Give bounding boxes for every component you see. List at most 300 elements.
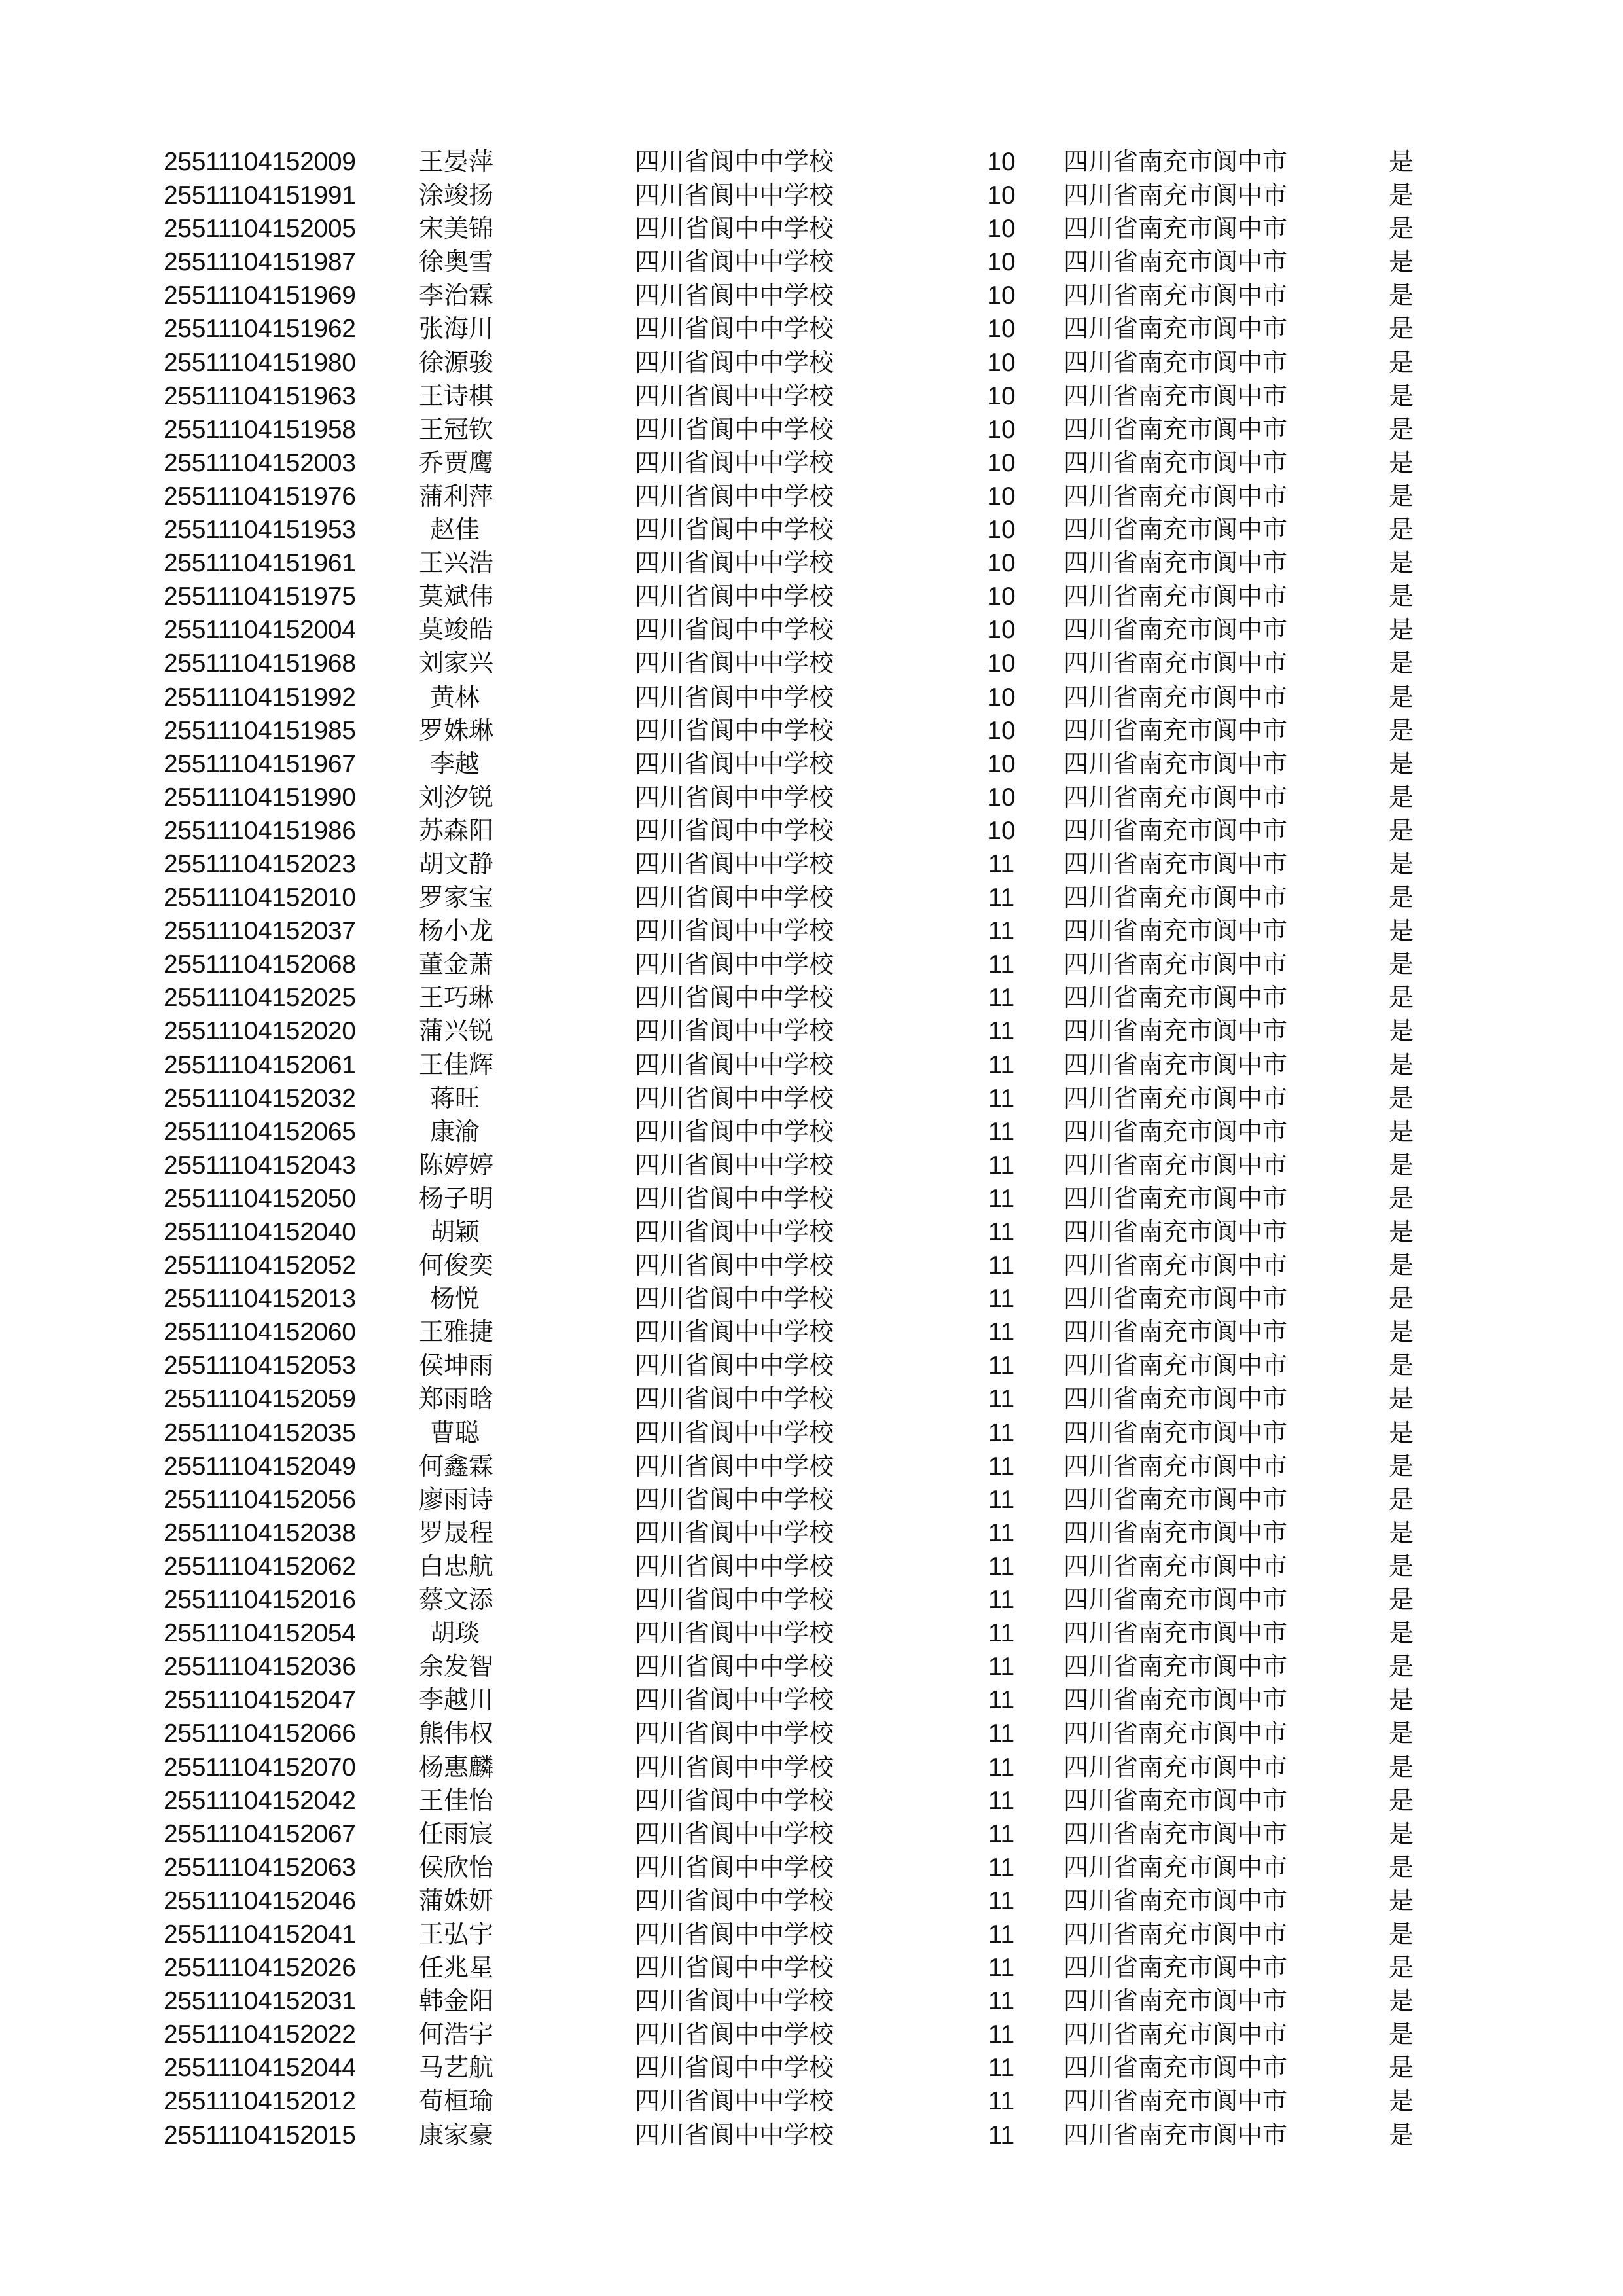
region-cell: 四川省南充市阆中市 — [1063, 314, 1288, 344]
table-row — [0, 1650, 1623, 1683]
status-cell: 是 — [1389, 883, 1414, 912]
region-cell: 四川省南充市阆中市 — [1063, 147, 1288, 176]
school-cell: 四川省阆中中学校 — [635, 1852, 834, 1882]
student-name-cell: 乔贾鹰 — [419, 448, 494, 477]
region-cell: 四川省南充市阆中市 — [1063, 214, 1288, 243]
grade-cell: 11 — [988, 1719, 1015, 1748]
student-id-cell: 25511104152040 — [164, 1218, 356, 1246]
table-row — [0, 2018, 1623, 2051]
student-name-cell: 刘汐锐 — [419, 782, 494, 812]
student-id-cell: 25511104152046 — [164, 1886, 356, 1915]
school-cell: 四川省阆中中学校 — [635, 381, 834, 410]
student-id-cell: 25511104152068 — [164, 950, 356, 979]
school-cell: 四川省阆中中学校 — [635, 1284, 834, 1314]
status-cell: 是 — [1389, 1050, 1414, 1079]
status-cell: 是 — [1389, 816, 1414, 845]
table-row — [0, 1182, 1623, 1215]
student-id-cell: 25511104152042 — [164, 1786, 356, 1815]
status-cell: 是 — [1389, 414, 1414, 444]
grade-cell: 11 — [988, 1753, 1015, 1782]
status-cell: 是 — [1389, 916, 1414, 946]
school-cell: 四川省阆中中学校 — [635, 181, 834, 210]
student-id-cell: 25511104151953 — [164, 516, 356, 545]
student-name-cell: 苏森阳 — [419, 816, 494, 845]
student-id-cell: 25511104152043 — [164, 1151, 356, 1179]
region-cell: 四川省南充市阆中市 — [1063, 1050, 1288, 1079]
status-cell: 是 — [1389, 749, 1414, 778]
region-cell: 四川省南充市阆中市 — [1063, 715, 1288, 745]
grade-cell: 11 — [988, 850, 1015, 878]
student-name-cell: 任雨宸 — [419, 1819, 494, 1848]
status-cell: 是 — [1389, 715, 1414, 745]
table-row — [0, 1751, 1623, 1784]
student-name-cell: 廖雨诗 — [419, 1484, 494, 1514]
student-id-cell: 25511104152012 — [164, 2087, 356, 2116]
student-id-cell: 25511104152053 — [164, 1352, 356, 1380]
region-cell: 四川省南充市阆中市 — [1063, 281, 1288, 310]
status-cell: 是 — [1389, 2120, 1414, 2149]
table-row — [0, 1450, 1623, 1483]
school-cell: 四川省阆中中学校 — [635, 983, 834, 1013]
status-cell: 是 — [1389, 2087, 1414, 2116]
table-row — [0, 848, 1623, 881]
school-cell: 四川省阆中中学校 — [635, 1619, 834, 1648]
student-name-cell: 王佳辉 — [419, 1050, 494, 1079]
student-name-cell: 赵佳 — [429, 515, 480, 545]
student-id-cell: 25511104152056 — [164, 1485, 356, 1514]
student-name-cell: 罗姝琳 — [419, 715, 494, 745]
table-row — [0, 1550, 1623, 1583]
status-cell: 是 — [1389, 1619, 1414, 1648]
student-id-cell: 25511104152005 — [164, 215, 356, 243]
school-cell: 四川省阆中中学校 — [635, 2053, 834, 2083]
student-id-cell: 25511104152067 — [164, 1820, 356, 1848]
school-cell: 四川省阆中中学校 — [635, 1953, 834, 1982]
table-row — [0, 914, 1623, 948]
student-id-cell: 25511104152020 — [164, 1017, 356, 1046]
table-row — [0, 1951, 1623, 1984]
table-row — [0, 1149, 1623, 1182]
student-id-cell: 25511104151990 — [164, 783, 356, 812]
school-cell: 四川省阆中中学校 — [635, 1785, 834, 1815]
status-cell: 是 — [1389, 1251, 1414, 1280]
table-row — [0, 179, 1623, 212]
student-id-cell: 25511104151987 — [164, 248, 356, 277]
region-cell: 四川省南充市阆中市 — [1063, 481, 1288, 511]
region-cell: 四川省南充市阆中市 — [1063, 682, 1288, 711]
status-cell: 是 — [1389, 582, 1414, 611]
grade-cell: 11 — [988, 2121, 1015, 2149]
grade-cell: 10 — [987, 415, 1016, 444]
school-cell: 四川省阆中中学校 — [635, 1117, 834, 1146]
region-cell: 四川省南充市阆中市 — [1063, 381, 1288, 410]
grade-cell: 11 — [988, 1285, 1015, 1314]
table-row — [0, 1382, 1623, 1416]
school-cell: 四川省阆中中学校 — [635, 1685, 834, 1715]
region-cell: 四川省南充市阆中市 — [1063, 816, 1288, 845]
school-cell: 四川省阆中中学校 — [635, 348, 834, 377]
student-id-cell: 25511104151980 — [164, 348, 356, 377]
grade-cell: 11 — [988, 884, 1015, 912]
region-cell: 四川省南充市阆中市 — [1063, 1150, 1288, 1179]
table-row — [0, 279, 1623, 312]
school-cell: 四川省阆中中学校 — [635, 1752, 834, 1782]
status-cell: 是 — [1389, 1852, 1414, 1882]
school-cell: 四川省阆中中学校 — [635, 715, 834, 745]
table-row — [0, 145, 1623, 179]
school-cell: 四川省阆中中学校 — [635, 1518, 834, 1547]
student-name-cell: 胡颖 — [429, 1217, 480, 1246]
status-cell: 是 — [1389, 1150, 1414, 1179]
student-name-cell: 蒲兴锐 — [419, 1016, 494, 1046]
table-row — [0, 747, 1623, 781]
table-row — [0, 1014, 1623, 1048]
grade-cell: 10 — [987, 783, 1016, 812]
table-row — [0, 681, 1623, 714]
table-row — [0, 1683, 1623, 1717]
school-cell: 四川省阆中中学校 — [635, 281, 834, 310]
student-id-cell: 25511104152036 — [164, 1653, 356, 1681]
grade-cell: 11 — [988, 1418, 1015, 1447]
student-id-cell: 25511104152061 — [164, 1050, 356, 1079]
student-id-cell: 25511104152037 — [164, 917, 356, 946]
region-cell: 四川省南充市阆中市 — [1063, 782, 1288, 812]
school-cell: 四川省阆中中学校 — [635, 1484, 834, 1514]
status-cell: 是 — [1389, 782, 1414, 812]
status-cell: 是 — [1389, 2053, 1414, 2083]
status-cell: 是 — [1389, 1484, 1414, 1514]
student-id-cell: 25511104152038 — [164, 1518, 356, 1547]
region-cell: 四川省南充市阆中市 — [1063, 1619, 1288, 1648]
student-id-cell: 25511104152016 — [164, 1586, 356, 1615]
student-id-cell: 25511104152022 — [164, 2020, 356, 2049]
region-cell: 四川省南充市阆中市 — [1063, 348, 1288, 377]
grade-cell: 11 — [988, 917, 1015, 946]
region-cell: 四川省南充市阆中市 — [1063, 2087, 1288, 2116]
student-name-cell: 刘家兴 — [419, 649, 494, 678]
region-cell: 四川省南充市阆中市 — [1063, 1016, 1288, 1046]
grade-cell: 10 — [987, 215, 1016, 243]
table-row — [0, 2119, 1623, 2152]
grade-cell: 10 — [987, 482, 1016, 511]
grade-cell: 11 — [988, 984, 1015, 1013]
region-cell: 四川省南充市阆中市 — [1063, 1785, 1288, 1815]
student-name-cell: 任兆星 — [419, 1953, 494, 1982]
student-name-cell: 王兴浩 — [419, 548, 494, 578]
region-cell: 四川省南充市阆中市 — [1063, 1852, 1288, 1882]
table-row — [0, 814, 1623, 848]
school-cell: 四川省阆中中学校 — [635, 214, 834, 243]
student-name-cell: 康家豪 — [419, 2120, 494, 2149]
region-cell: 四川省南充市阆中市 — [1063, 615, 1288, 645]
table-row — [0, 1282, 1623, 1316]
school-cell: 四川省阆中中学校 — [635, 1150, 834, 1179]
school-cell: 四川省阆中中学校 — [635, 1919, 834, 1948]
status-cell: 是 — [1389, 1986, 1414, 2016]
status-cell: 是 — [1389, 1886, 1414, 1915]
student-name-cell: 莫竣皓 — [419, 615, 494, 645]
table-row — [0, 1115, 1623, 1149]
status-cell: 是 — [1389, 1919, 1414, 1948]
table-row — [0, 446, 1623, 480]
student-id-cell: 25511104152052 — [164, 1251, 356, 1280]
school-cell: 四川省阆中中学校 — [635, 782, 834, 812]
student-name-cell: 何鑫霖 — [419, 1451, 494, 1480]
region-cell: 四川省南充市阆中市 — [1063, 2120, 1288, 2149]
status-cell: 是 — [1389, 1585, 1414, 1615]
status-cell: 是 — [1389, 615, 1414, 645]
student-id-cell: 25511104152003 — [164, 448, 356, 477]
region-cell: 四川省南充市阆中市 — [1063, 1585, 1288, 1615]
grade-cell: 10 — [987, 683, 1016, 711]
table-row — [0, 881, 1623, 914]
student-name-cell: 王晏萍 — [419, 147, 494, 176]
status-cell: 是 — [1389, 1551, 1414, 1581]
region-cell: 四川省南充市阆中市 — [1063, 1451, 1288, 1480]
region-cell: 四川省南充市阆中市 — [1063, 515, 1288, 545]
school-cell: 四川省阆中中学校 — [635, 1652, 834, 1681]
student-name-cell: 涂竣扬 — [419, 181, 494, 210]
student-name-cell: 陈婷婷 — [419, 1150, 494, 1179]
table-row — [0, 1984, 1623, 2018]
student-id-cell: 25511104152004 — [164, 616, 356, 645]
table-row — [0, 1583, 1623, 1617]
table-row — [0, 480, 1623, 513]
region-cell: 四川省南充市阆中市 — [1063, 1384, 1288, 1414]
student-name-cell: 白忠航 — [419, 1551, 494, 1581]
table-row — [0, 1316, 1623, 1349]
student-name-cell: 蔡文添 — [419, 1585, 494, 1615]
grade-cell: 11 — [988, 2087, 1015, 2116]
region-cell: 四川省南充市阆中市 — [1063, 916, 1288, 946]
school-cell: 四川省阆中中学校 — [635, 247, 834, 277]
student-id-cell: 25511104152062 — [164, 1552, 356, 1581]
region-cell: 四川省南充市阆中市 — [1063, 1217, 1288, 1246]
student-id-cell: 25511104152063 — [164, 1853, 356, 1882]
student-name-cell: 徐奥雪 — [419, 247, 494, 277]
student-name-cell: 李治霖 — [419, 281, 494, 310]
status-cell: 是 — [1389, 1418, 1414, 1447]
region-cell: 四川省南充市阆中市 — [1063, 1719, 1288, 1748]
grade-cell: 11 — [988, 1050, 1015, 1079]
student-id-cell: 25511104152031 — [164, 1987, 356, 2016]
status-cell: 是 — [1389, 1351, 1414, 1380]
grade-cell: 10 — [987, 248, 1016, 277]
table-row — [0, 513, 1623, 547]
grade-cell: 11 — [988, 1117, 1015, 1146]
table-row — [0, 1349, 1623, 1382]
student-id-cell: 25511104151992 — [164, 683, 356, 711]
grade-cell: 11 — [988, 1218, 1015, 1246]
region-cell: 四川省南充市阆中市 — [1063, 1652, 1288, 1681]
school-cell: 四川省阆中中学校 — [635, 1318, 834, 1347]
table-row — [0, 1884, 1623, 1918]
student-id-cell: 25511104152044 — [164, 2054, 356, 2083]
student-name-cell: 何浩宇 — [419, 2020, 494, 2049]
region-cell: 四川省南充市阆中市 — [1063, 2053, 1288, 2083]
region-cell: 四川省南充市阆中市 — [1063, 1986, 1288, 2016]
school-cell: 四川省阆中中学校 — [635, 849, 834, 878]
grade-cell: 10 — [987, 181, 1016, 210]
student-id-cell: 25511104152049 — [164, 1452, 356, 1480]
status-cell: 是 — [1389, 548, 1414, 578]
status-cell: 是 — [1389, 1953, 1414, 1982]
student-name-cell: 王雅捷 — [419, 1318, 494, 1347]
grade-cell: 10 — [987, 749, 1016, 778]
student-name-cell: 韩金阳 — [419, 1986, 494, 2016]
school-cell: 四川省阆中中学校 — [635, 481, 834, 511]
region-cell: 四川省南充市阆中市 — [1063, 749, 1288, 778]
region-cell: 四川省南充市阆中市 — [1063, 1318, 1288, 1347]
region-cell: 四川省南充市阆中市 — [1063, 1953, 1288, 1982]
student-id-cell: 25511104152059 — [164, 1385, 356, 1414]
school-cell: 四川省阆中中学校 — [635, 1451, 834, 1480]
grade-cell: 11 — [988, 950, 1015, 979]
grade-cell: 11 — [988, 1920, 1015, 1948]
student-id-cell: 25511104151986 — [164, 816, 356, 845]
region-cell: 四川省南充市阆中市 — [1063, 1919, 1288, 1948]
table-row — [0, 380, 1623, 413]
student-name-cell: 董金萧 — [419, 950, 494, 979]
grade-cell: 10 — [987, 716, 1016, 745]
grade-cell: 11 — [988, 1653, 1015, 1681]
student-id-cell: 25511104151958 — [164, 415, 356, 444]
region-cell: 四川省南充市阆中市 — [1063, 1083, 1288, 1113]
grade-cell: 11 — [988, 2054, 1015, 2083]
table-row — [0, 346, 1623, 380]
student-name-cell: 徐源骏 — [419, 348, 494, 377]
student-name-cell: 蒋旺 — [429, 1083, 480, 1113]
student-name-cell: 康渝 — [429, 1117, 480, 1146]
grade-cell: 10 — [987, 616, 1016, 645]
student-name-cell: 莫斌伟 — [419, 582, 494, 611]
grade-cell: 10 — [987, 649, 1016, 678]
region-cell: 四川省南充市阆中市 — [1063, 649, 1288, 678]
grade-cell: 11 — [988, 1820, 1015, 1848]
student-id-cell: 25511104152070 — [164, 1753, 356, 1782]
school-cell: 四川省阆中中学校 — [635, 883, 834, 912]
school-cell: 四川省阆中中学校 — [635, 1585, 834, 1615]
status-cell: 是 — [1389, 348, 1414, 377]
table-row — [0, 647, 1623, 680]
table-row — [0, 1818, 1623, 1851]
table-row — [0, 580, 1623, 613]
table-row — [0, 1717, 1623, 1750]
region-cell: 四川省南充市阆中市 — [1063, 1752, 1288, 1782]
table-row — [0, 1516, 1623, 1550]
school-cell: 四川省阆中中学校 — [635, 916, 834, 946]
student-name-cell: 张海川 — [419, 314, 494, 344]
school-cell: 四川省阆中中学校 — [635, 1384, 834, 1414]
status-cell: 是 — [1389, 1284, 1414, 1314]
grade-cell: 11 — [988, 1352, 1015, 1380]
school-cell: 四川省阆中中学校 — [635, 950, 834, 979]
table-row — [0, 613, 1623, 647]
student-name-cell: 郑雨晗 — [419, 1384, 494, 1414]
student-id-cell: 25511104152066 — [164, 1719, 356, 1748]
region-cell: 四川省南充市阆中市 — [1063, 1251, 1288, 1280]
student-name-cell: 胡文静 — [419, 849, 494, 878]
student-name-cell: 李越 — [429, 749, 480, 778]
table-row — [0, 1416, 1623, 1450]
student-id-cell: 25511104152054 — [164, 1619, 356, 1648]
grade-cell: 11 — [988, 1084, 1015, 1113]
student-id-cell: 25511104152047 — [164, 1686, 356, 1715]
table-row — [0, 547, 1623, 580]
grade-cell: 10 — [987, 281, 1016, 310]
student-name-cell: 侯欣怡 — [419, 1852, 494, 1882]
student-name-cell: 王诗棋 — [419, 381, 494, 410]
region-cell: 四川省南充市阆中市 — [1063, 849, 1288, 878]
status-cell: 是 — [1389, 1752, 1414, 1782]
student-name-cell: 黄林 — [429, 682, 480, 711]
grade-cell: 10 — [987, 448, 1016, 477]
grade-cell: 11 — [988, 2020, 1015, 2049]
student-name-cell: 王冠钦 — [419, 414, 494, 444]
grade-cell: 10 — [987, 315, 1016, 344]
table-row — [0, 1249, 1623, 1282]
status-cell: 是 — [1389, 147, 1414, 176]
region-cell: 四川省南充市阆中市 — [1063, 1418, 1288, 1447]
student-id-cell: 25511104151975 — [164, 583, 356, 611]
student-name-cell: 曹聪 — [429, 1418, 480, 1447]
student-id-cell: 25511104152060 — [164, 1318, 356, 1347]
student-name-cell: 熊伟权 — [419, 1719, 494, 1748]
grade-cell: 11 — [988, 1184, 1015, 1213]
school-cell: 四川省阆中中学校 — [635, 1418, 834, 1447]
student-name-cell: 罗家宝 — [419, 883, 494, 912]
school-cell: 四川省阆中中学校 — [635, 1251, 834, 1280]
status-cell: 是 — [1389, 1083, 1414, 1113]
status-cell: 是 — [1389, 849, 1414, 878]
school-cell: 四川省阆中中学校 — [635, 1016, 834, 1046]
table-row — [0, 1784, 1623, 1818]
school-cell: 四川省阆中中学校 — [635, 1986, 834, 2016]
grade-cell: 11 — [988, 1954, 1015, 1982]
student-name-cell: 杨子明 — [419, 1183, 494, 1213]
region-cell: 四川省南充市阆中市 — [1063, 1484, 1288, 1514]
table-row — [0, 1918, 1623, 1951]
student-id-cell: 25511104151962 — [164, 315, 356, 344]
status-cell: 是 — [1389, 1819, 1414, 1848]
status-cell: 是 — [1389, 983, 1414, 1013]
status-cell: 是 — [1389, 1652, 1414, 1681]
region-cell: 四川省南充市阆中市 — [1063, 1886, 1288, 1915]
school-cell: 四川省阆中中学校 — [635, 2087, 834, 2116]
school-cell: 四川省阆中中学校 — [635, 1083, 834, 1113]
student-name-cell: 荀桓瑜 — [419, 2087, 494, 2116]
grade-cell: 11 — [988, 1552, 1015, 1581]
student-name-cell: 何俊奕 — [419, 1251, 494, 1280]
school-cell: 四川省阆中中学校 — [635, 314, 834, 344]
student-id-cell: 25511104152035 — [164, 1418, 356, 1447]
region-cell: 四川省南充市阆中市 — [1063, 247, 1288, 277]
school-cell: 四川省阆中中学校 — [635, 615, 834, 645]
table-row — [0, 1617, 1623, 1650]
grade-cell: 11 — [988, 1318, 1015, 1347]
student-id-cell: 25511104151976 — [164, 482, 356, 511]
grade-cell: 11 — [988, 1586, 1015, 1615]
student-name-cell: 王佳怡 — [419, 1785, 494, 1815]
table-row — [0, 781, 1623, 814]
status-cell: 是 — [1389, 1518, 1414, 1547]
student-id-cell: 25511104152013 — [164, 1285, 356, 1314]
status-cell: 是 — [1389, 1685, 1414, 1715]
region-cell: 四川省南充市阆中市 — [1063, 181, 1288, 210]
table-row — [0, 1082, 1623, 1115]
status-cell: 是 — [1389, 950, 1414, 979]
student-id-cell: 25511104151968 — [164, 649, 356, 678]
